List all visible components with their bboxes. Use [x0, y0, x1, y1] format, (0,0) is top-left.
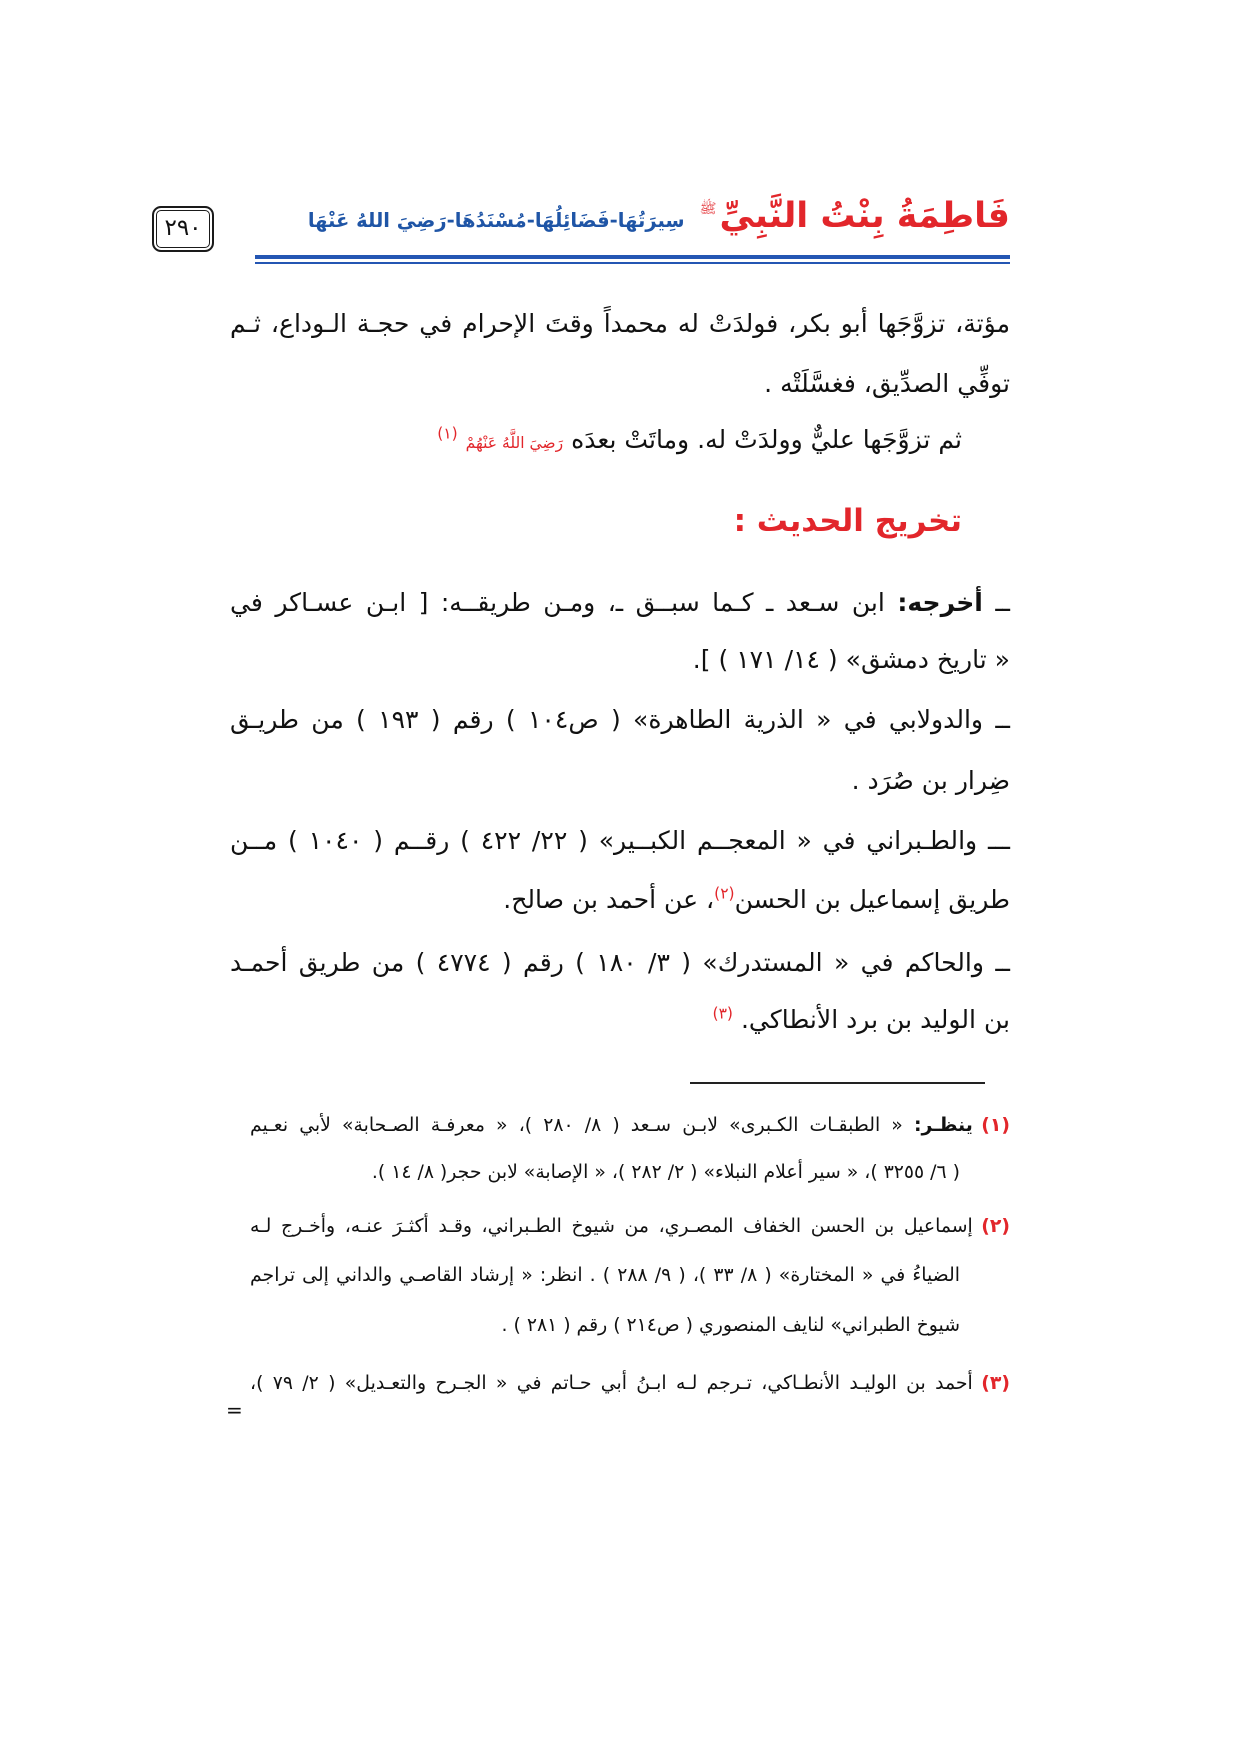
footnote-2-line-1 [250, 1207, 1010, 1247]
takhrij-line-content [230, 705, 1010, 734]
takhrij-text: والطـبراني في « المعجــم الكبــير» ( ٢٢/ ٤٢٢ ) رقــم ( ١٠٤٠ ) مــن [230, 826, 978, 855]
footnote-number: (٢) [981, 1216, 1010, 1237]
footnote-1-line-2 [250, 1153, 960, 1193]
running-title-text [308, 196, 1010, 236]
footnote-text: الضياءُ في « المختارة» ( ٨/ ٣٣ )، ( ٩/ ٢٨٨ ) . انظر: « إرشاد القاصـي والداني إلى تراجم [250, 1265, 960, 1286]
takhrij-line-5 [230, 816, 1010, 866]
item-dash: ـــ [987, 826, 1010, 855]
footnote-2-line-3 [250, 1306, 960, 1346]
footnote-content [250, 1216, 1010, 1237]
takhrij-lead: أخرجه: [897, 588, 983, 617]
page-number: ٢٩٠ [152, 206, 214, 252]
takhrij-text: والدولابي في « الذرية الطاهرة» ( ص١٠٤ ) رقم ( ١٩٣ ) من طريـق [230, 705, 984, 734]
footnote-number: (١) [981, 1115, 1011, 1136]
section-heading [230, 496, 962, 546]
takhrij-line-content [230, 948, 1010, 977]
takhrij-text: بن الوليد بن برد الأنطاكي. [740, 1005, 1010, 1034]
continuation-mark: = [226, 1398, 243, 1422]
body-line-1 [230, 299, 1010, 349]
footnote-1-line-1 [250, 1106, 1010, 1146]
takhrij-text: طريق إسماعيل بن الحسن [734, 885, 1010, 914]
takhrij-line-8 [230, 995, 1010, 1045]
body-line-text: مؤتة، تزوَّجَها أبو بكر، فولدَتْ له محمداً وقتَ الإحرام في حجـة الـوداع، ثـم [230, 309, 1010, 338]
takhrij-text-after: ، عن أحمد بن صالح. [503, 885, 715, 914]
item-dash: ــ [995, 948, 1011, 977]
footnote-number: (٣) [981, 1373, 1010, 1394]
item-dash: ــ [995, 705, 1011, 734]
takhrij-line-4 [230, 756, 1010, 806]
footnote-ref-3: (٣) [712, 1004, 733, 1023]
title-main: فَاطِمَةُ بِنْتُ النَّبِيِّ [719, 195, 1010, 236]
takhrij-line-content [503, 885, 1010, 914]
footnote-text: أحمد بن الوليـد الأنطـاكي، تـرجم لـه ابـنُ أبي حـاتم في « الجـرح والتعـديل» ( ٢/ ٧٩ )، [250, 1373, 973, 1394]
body-line-3 [230, 415, 962, 465]
body-line-content [437, 425, 962, 454]
footnote-separator [690, 1082, 985, 1084]
takhrij-line-content [713, 1005, 1011, 1034]
body-line-text: ثم تزوَّجَها عليٌّ وولدَتْ له. وماتَتْ بعدَه [571, 425, 962, 454]
footnote-lead: ينظـر: [913, 1115, 973, 1136]
takhrij-line-7 [230, 938, 1010, 988]
takhrij-line-3 [230, 695, 1010, 745]
takhrij-text: ابن سـعد ـ كـما سبــق ـ، ومـن طريقــه: [ ابـن عسـاكر في [230, 588, 885, 617]
running-title [290, 166, 1010, 252]
takhrij-line-2 [230, 635, 1010, 685]
body-line-2 [230, 359, 1010, 409]
title-honorific: ﷺ [699, 201, 717, 217]
takhrij-text: ضِرار بن صُرَد . [851, 766, 1010, 795]
footnote-content [250, 1115, 1010, 1136]
takhrij-text: « تاريخ دمشق» ( ١٤/ ١٧١ ) ]. [692, 645, 1010, 674]
takhrij-line-content [230, 588, 1010, 617]
footnote-ref-2: (٢) [714, 884, 735, 903]
footnote-3-line-1 [250, 1364, 1010, 1404]
honorific-phrase: رَضِيَ اللَّهُ عَنْهُمْ [465, 434, 564, 452]
section-heading-text: تخريج الحديث : [733, 503, 962, 539]
takhrij-line-6 [230, 875, 1010, 925]
footnote-text: « الطبقـات الكـبرى» لابـن سـعد ( ٨/ ٢٨٠ )، « معرفـة الصـحابة» لأبي نعـيم [250, 1115, 903, 1136]
footnote-ref-1: (١) [437, 424, 458, 443]
footnote-content [250, 1373, 1010, 1394]
footnote-text: إسماعيل بن الحسن الخفاف المصـري، من شيوخ الطـبراني، وقـد أكثـرَ عنـه، وأخـرج لـه [250, 1216, 973, 1237]
footnote-2-line-2 [250, 1256, 960, 1296]
footnote-text: ( ٦/ ٣٢٥٥ )، « سير أعلام النبلاء» ( ٢/ ٢٨٢ )، « الإصابة» لابن حجر( ٨/ ١٤ ). [371, 1162, 960, 1183]
title-subtitle: سِيرَتُهَا-فَضَائِلُهَا-مُسْنَدُهَا-رَضِيَ اللهُ عَنْهَا [307, 208, 685, 232]
takhrij-line-content [230, 826, 1010, 855]
footnote-text: شيوخ الطبراني» لنايف المنصوري ( ص٢١٤ ) رقم ( ٢٨١ ) . [501, 1315, 960, 1336]
header-rule [255, 255, 1010, 259]
takhrij-text: والحاكم في « المستدرك» ( ٣/ ١٨٠ ) رقم ( ٤٧٧٤ ) من طريق أحمـد [230, 948, 984, 977]
body-line-text: توفِّي الصدِّيق، فغسَّلَتْه . [764, 369, 1010, 398]
item-dash: ــ [995, 588, 1010, 617]
takhrij-line-1 [230, 578, 1010, 628]
